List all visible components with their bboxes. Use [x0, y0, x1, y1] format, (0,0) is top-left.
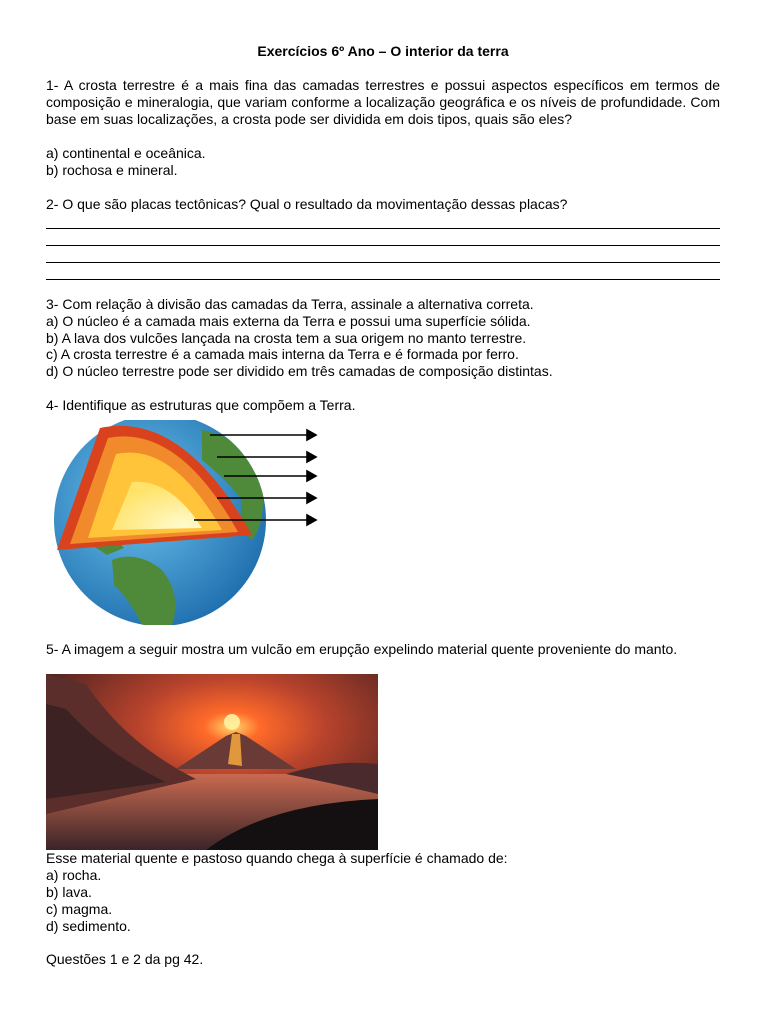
question-4-text: 4- Identifique as estruturas que compõem a Terra. [46, 397, 356, 413]
question-2-text: 2- O que são placas tectônicas? Qual o resultado da movimentação dessas placas? [46, 196, 568, 212]
page-title: Exercícios 6º Ano – O interior da terra [257, 43, 509, 59]
question-1-option-b: b) rochosa e mineral. [46, 162, 178, 178]
arrow-head [307, 493, 316, 503]
arrow-head [307, 452, 316, 462]
question-5-text: 5- A imagem a seguir mostra um vulcão em erupção expelindo material quente proveniente do manto. [46, 641, 678, 657]
earth-layers-figure [52, 420, 324, 625]
answer-line [46, 279, 720, 280]
question-3-option-a: a) O núcleo é a camada mais externa da Terra e possui uma superfície sólida. [46, 313, 531, 329]
question-1-option-a: a) continental e oceânica. [46, 145, 206, 161]
eruption-glow [224, 714, 240, 730]
question-5-prompt: Esse material quente e pastoso quando chega à superfície é chamado de: [46, 850, 508, 866]
question-3-option-b: b) A lava dos vulcões lançada na crosta tem a sua origem no manto terrestre. [46, 330, 527, 346]
question-5-option-d: d) sedimento. [46, 918, 131, 934]
arrow-head [307, 515, 316, 525]
question-3-option-c: c) A crosta terrestre é a camada mais interna da Terra e é formada por ferro. [46, 346, 519, 362]
answer-line [46, 262, 720, 263]
volcano-photo [46, 674, 378, 850]
question-3-text: 3- Com relação à divisão das camadas da Terra, assinale a alternativa correta. [46, 296, 534, 312]
answer-line [46, 228, 720, 229]
question-5-option-a: a) rocha. [46, 867, 102, 883]
question-5-option-b: b) lava. [46, 884, 92, 900]
question-1-text: 1- A crosta terrestre é a mais fina das camadas terrestres e possui aspectos específicos em termos de composição e mineralogia, que variam conforme a localização geográfica e os níveis de profundidade. Com base em suas localizações, a crosta pode ser dividida em dois tipos, quais são eles? [46, 77, 720, 127]
question-5-option-c: c) magma. [46, 901, 113, 917]
question-3-option-d: d) O núcleo terrestre pode ser dividido em três camadas de composição distintas. [46, 363, 553, 379]
footer-note: Questões 1 e 2 da pg 42. [46, 951, 204, 967]
arrow-head [307, 430, 316, 440]
arrow-head [307, 471, 316, 481]
answer-line [46, 245, 720, 246]
